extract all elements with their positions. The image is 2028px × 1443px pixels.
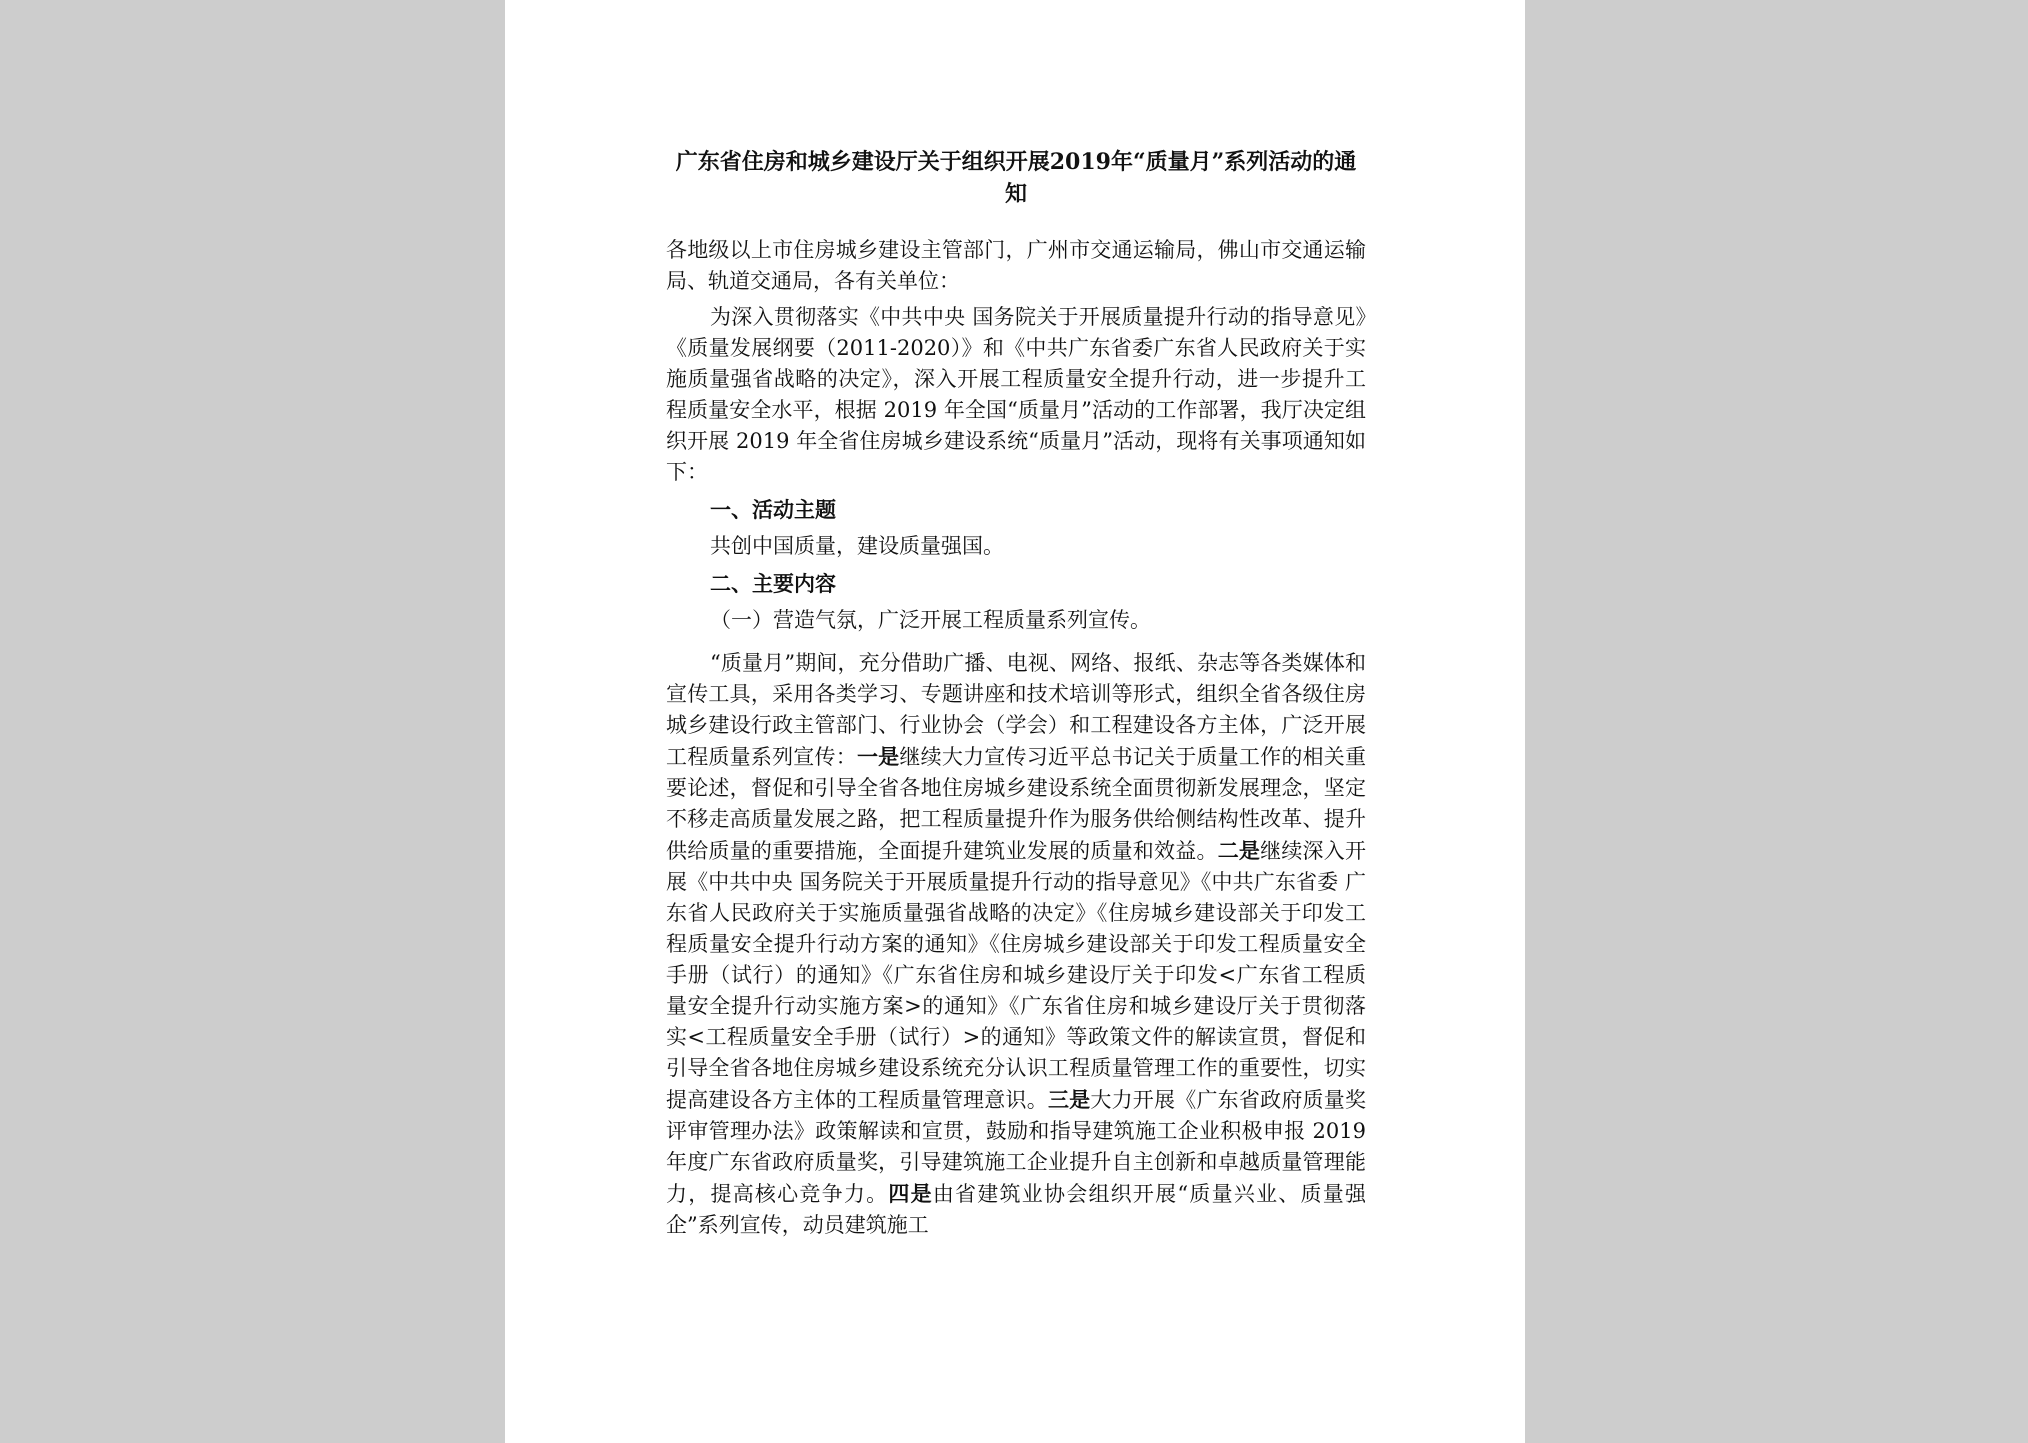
document-page bbox=[505, 0, 1525, 1443]
body-paragraph bbox=[666, 648, 1366, 1241]
section-heading-content: 二、主要内容 bbox=[710, 571, 836, 596]
marker-third: 三是 bbox=[1047, 1087, 1091, 1112]
subsection-heading: （一）营造气氛，广泛开展工程质量系列宣传。 bbox=[710, 608, 1151, 632]
salutation: 各地级以上市住房城乡建设主管部门，广州市交通运输局，佛山市交通运输局、轨道交通局，各有关单位： bbox=[666, 238, 1366, 293]
body-text-4: 大力开展《广东省政府质量奖评审管理办法》政策解读和宣贯，鼓励和指导建筑施工企业积极申报 2019 年度广东省政府质量奖，引导建筑施工企业提升自主创新和卓越质量管理能力，提高核心竞争力。 bbox=[666, 1088, 1366, 1206]
marker-fourth: 四是 bbox=[888, 1181, 933, 1206]
body-text-3: 继续深入开展《中共中央 国务院关于开展质量提升行动的指导意见》《中共广东省委 广东省人民政府关于实施质量强省战略的决定》《住房城乡建设部关于印发工程质量安全提升行动方案的通知》《住房城乡建设部关于印发工程质量安全手册（试行）的通知》《广东省住房和城乡建设厅关于印发<广东省工程质量安全提升行动实施方案>的通知》《广东省住房和城乡建设厅关于贯彻落实<工程质量安全手册（试行）>的通知》等政策文件的解读宣贯，督促和引导全省各地住房城乡建设系统充分认识工程质量管理工作的重要性，切实提高建设各方主体的工程质量管理意识。 bbox=[666, 839, 1366, 1112]
body-text-5: 由省建筑业协会组织开展“质量兴业、质量强企”系列宣传，动员建筑施工 bbox=[666, 1182, 1366, 1237]
marker-second: 二是 bbox=[1217, 838, 1261, 863]
body-text-2: 继续大力宣传习近平总书记关于质量工作的相关重要论述，督促和引导全省各地住房城乡建设系统全面贯彻新发展理念，坚定不移走高质量发展之路，把工程质量提升作为服务供给侧结构性改革、提升供给质量的重要措施，全面提升建筑业发展的质量和效益。 bbox=[666, 745, 1366, 863]
intro-paragraph: 为深入贯彻落实《中共中央 国务院关于开展质量提升行动的指导意见》《质量发展纲要（2011-2020）》和《中共广东省委广东省人民政府关于实施质量强省战略的决定》，深入开展工程质量安全提升行动，进一步提升工程质量安全水平，根据 2019 年全国“质量月”活动的工作部署，我厅决定组织开展 2019 年全省住房城乡建设系统“质量月”活动，现将有关事项通知如下： bbox=[666, 305, 1366, 484]
document-content bbox=[666, 146, 1366, 1241]
section-heading-theme: 一、活动主题 bbox=[710, 497, 836, 522]
body-text-1: “质量月”期间，充分借助广播、电视、网络、报纸、杂志等各类媒体和宣传工具，采用各类学习、专题讲座和技术培训等形式，组织全省各级住房城乡建设行政主管部门、行业协会（学会）和工程建设各方主体，广泛开展工程质量系列宣传： bbox=[666, 651, 1366, 769]
document-title: 广东省住房和城乡建设厅关于组织开展2019年“质量月”系列活动的通知 bbox=[675, 149, 1357, 207]
marker-first: 一是 bbox=[856, 744, 900, 769]
theme-text: 共创中国质量，建设质量强国。 bbox=[710, 534, 1004, 558]
